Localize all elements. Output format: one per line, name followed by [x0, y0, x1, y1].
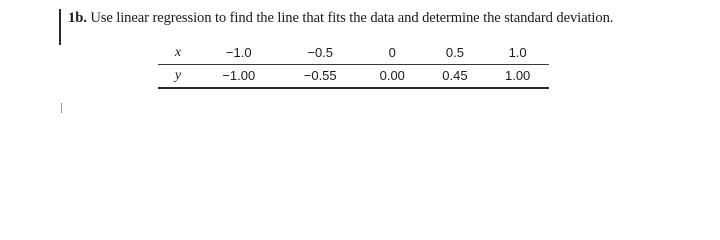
x-value: 0.5	[424, 42, 487, 65]
x-value: −1.0	[198, 42, 279, 65]
y-value: −1.00	[198, 65, 279, 89]
x-value: −0.5	[279, 42, 360, 65]
row-label-x: x	[158, 42, 198, 65]
table-row-x	[158, 42, 549, 65]
data-table	[158, 42, 549, 89]
row-label-y: y	[158, 65, 198, 89]
y-value: 0.00	[361, 65, 424, 89]
y-value: 0.45	[424, 65, 487, 89]
y-value: −0.55	[279, 65, 360, 89]
table-row-y	[158, 65, 549, 89]
corner-mark	[61, 103, 62, 113]
x-value: 0	[361, 42, 424, 65]
y-value: 1.00	[486, 65, 549, 89]
margin-bar	[59, 9, 61, 45]
problem-number: 1b.	[68, 10, 87, 26]
problem-statement	[68, 10, 613, 27]
problem-text: Use linear regression to find the line that fits the data and determine the standard deviation.	[90, 10, 614, 26]
x-value: 1.0	[486, 42, 549, 65]
